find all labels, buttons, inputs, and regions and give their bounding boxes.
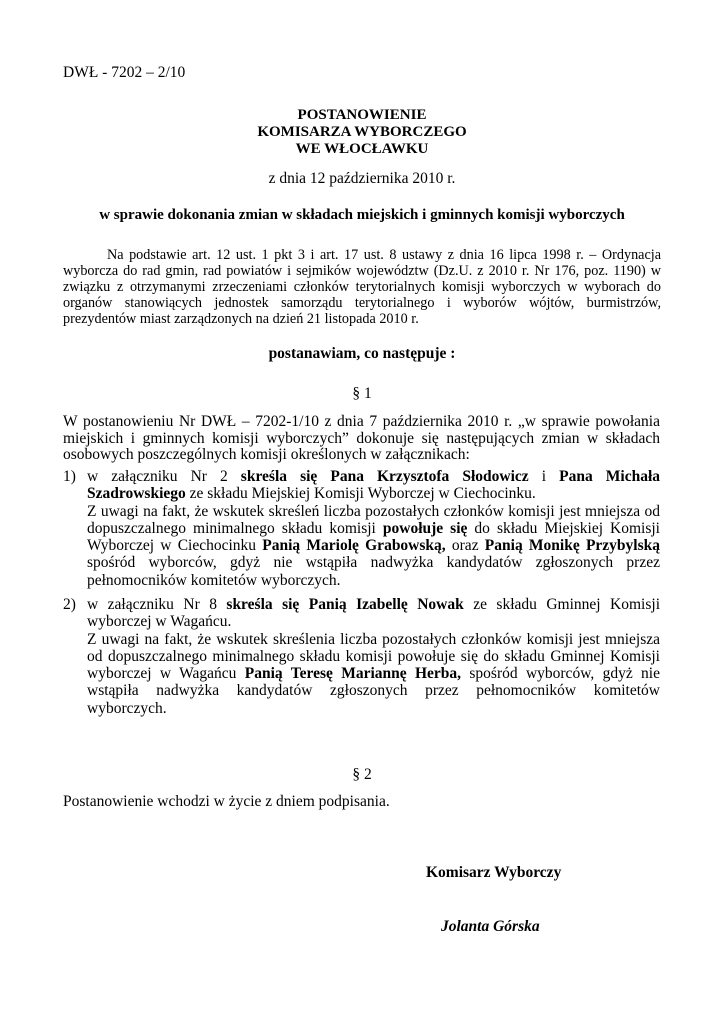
document-date: z dnia 12 października 2010 r. [268, 170, 456, 187]
signature-name: Jolanta Górska [441, 918, 540, 935]
title-line-3: WE WŁOCŁAWKU [295, 141, 429, 157]
legal-basis [63, 247, 661, 327]
signature-title: Komisarz Wyborczy [426, 864, 562, 881]
closing-statement: Postanowienie wchodzi w życie z dniem podpisania. [63, 793, 390, 810]
list-item-main: w załączniku Nr 8 skreśla się Panią Izabellę Nowak ze składu Gminnej Komisji wyborczej w Wagańcu. [87, 596, 661, 631]
decision-heading: postanawiam, co następuje : [268, 345, 456, 362]
title-line-2: KOMISARZA WYBORCZEGO [257, 124, 467, 140]
paragraph-2-heading: § 2 [352, 766, 372, 783]
document-subject: w sprawie dokonania zmian w składach miejskich i gminnych komisji wyborczych [99, 207, 625, 223]
paragraph-1-heading: § 1 [352, 385, 372, 402]
title-line-1: POSTANOWIENIE [297, 107, 427, 123]
list-item-body [87, 468, 660, 589]
legal-basis-text: Na podstawie art. 12 ust. 1 pkt 3 i art. 17 ust. 8 ustawy z dnia 16 lipca 1998 r. – Ordynacja wyborcza do rad gmin, rad powiatów i sejmików województw (Dz.U. z 2010 r. Nr 176, poz. 1190) w związku z otrzymanymi zrzeczeniami członków terytorialnych komisji wyborczych w wyborach do organów stanowiących jednostek samorządu terytorialnego i wyborów wójtów, burmistrzów, prezydentów miast zarządzonych na dzień 21 listopada 2010 r. [63, 247, 661, 327]
list-item [63, 596, 660, 717]
document-reference: DWŁ - 7202 – 2/10 [63, 64, 186, 81]
list-item-main: w załączniku Nr 2 skreśla się Pana Krzysztofa Słodowicz i Pana Michała Szadrowskiego ze składu Miejskiej Komisji Wyborczej w Ciechocinku. [87, 468, 660, 503]
list-item-detail: Z uwagi na fakt, że wskutek skreślenia liczba pozostałych członków komisji jest mniejsza od dopuszczalnego minimalnego składu komisji powołuje się do składu Gminnej Komisji wyborczej w Wagańcu Panią Teresę Mariannę Herba, spośród wyborców, gdyż nie wstąpiła nadwyżka kandydatów zgłoszonych przez pełnomocników komitetów wyborczych. [87, 630, 660, 717]
paragraph-1-intro: W postanowieniu Nr DWŁ – 7202-1/10 z dnia 7 października 2010 r. „w sprawie powołania miejskich i gminnych komisji wyborczych” dokonuje się następujących zmian w składach osobowych poszczególnych komisji określonych w załącznikach: [63, 413, 660, 463]
list-item-number: 1) [63, 468, 76, 485]
list-item-body [87, 596, 660, 717]
list-item [63, 468, 660, 589]
list-item-number: 2) [63, 596, 76, 613]
list-item-detail: Z uwagi na fakt, że wskutek skreśleń liczba pozostałych członków komisji jest mniejsza od dopuszczalnego minimalnego składu komisji powołuje się do składu Miejskiej Komisji Wyborczej w Ciechocinku Panią Mariolę Grabowską, oraz Panią Monikę Przybylską spośród wyborców, gdyż nie wstąpiła nadwyżka kandydatów zgłoszonych przez pełnomocników komitetów wyborczych. [87, 502, 661, 589]
